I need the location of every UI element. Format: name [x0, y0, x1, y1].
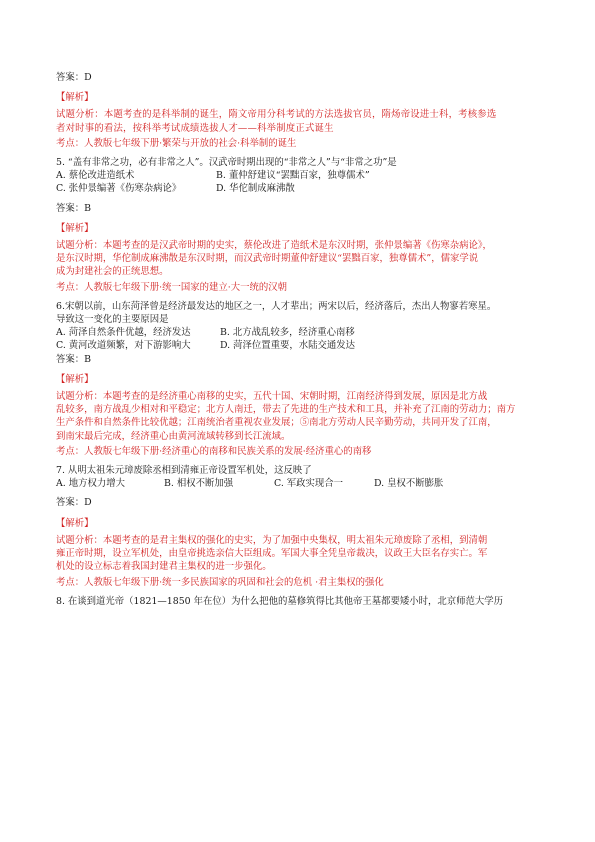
q5-option-d: D. 华佗制成麻沸散 [216, 183, 295, 195]
q5-analysis-line-3: 成为封建社会的正统思想。 [56, 266, 169, 278]
q6-section [56, 300, 547, 458]
q6-analysis-line-2: 乱较多，南方战乱少相对和平稳定；北方人南迁，带去了先进的生产技术和工具，并补充了江南的劳动力；南方 [56, 404, 516, 416]
q6-stem-line-2: 导致这一变化的主要原因是 [56, 314, 169, 326]
item4-section [56, 71, 547, 150]
q7-point: 考点：人教版七年级下册·统一多民族国家的巩固和社会的危机 ·君主集权的强化 [56, 576, 384, 588]
q7-analysis-line-3: 机处的设立标志着我国封建君主集权的进一步强化。 [56, 561, 272, 573]
q6-option-c: C. 黄河改道频繁，对下游影响大 [56, 340, 191, 352]
q5-analysis-line-1: 试题分析：本题考查的是汉武帝时期的史实，蔡伦改进了造纸术是东汉时期，张仲景编著《伤寒杂病论》， [56, 240, 492, 252]
q5-point: 考点：人教版七年级下册·统一国家的建立·大一统的汉朝 [56, 281, 287, 293]
q5-options-row-2 [56, 182, 547, 195]
q7-section [56, 464, 547, 589]
q7-option-a: A. 地方权力增大 [56, 478, 125, 490]
q8-stem: 8. 在谈到道光帝（1821—1850 年在位）为什么把他的墓修筑得比其他帝王墓都要矮小时，北京师范大学历 [56, 595, 504, 607]
q6-option-b: B. 北方战乱较多，经济重心南移 [220, 327, 355, 339]
q6-option-a: A. 菏泽自然条件优越，经济发达 [56, 327, 191, 339]
q6-options-row-1 [56, 326, 547, 339]
q7-answer: 答案：D [56, 497, 92, 509]
q5-answer: 答案：B [56, 202, 92, 214]
q5-analysis-line-2: 是东汉时期，华佗制成麻沸散是东汉时期，而汉武帝时期董仲舒建议“罢黜百家，独尊儒术”，儒家学说 [56, 253, 479, 265]
item4-analysis-tag: 【解析】 [56, 92, 94, 104]
q5-options-row-1 [56, 169, 547, 182]
q5-stem: 5. “盖有非常之功，必有非常之人”。汉武帝时期出现的“非常之人”与“非常之功”是 [56, 157, 397, 169]
q6-point: 考点：人教版七年级下册·经济重心的南移和民族关系的发展·经济重心的南移 [56, 445, 372, 457]
q7-options-row [56, 477, 547, 490]
q6-answer: 答案：B [56, 353, 92, 365]
q7-stem: 7. 从明太祖朱元璋废除丞相到清雍正帝设置军机处，这反映了 [56, 465, 312, 477]
q8-section [56, 595, 547, 608]
item4-point: 考点：人教版七年级下册·繁荣与开放的社会·科举制的诞生 [56, 137, 297, 149]
q5-analysis-tag: 【解析】 [56, 222, 94, 234]
q6-option-d: D. 菏泽位置重要，水陆交通发达 [220, 340, 356, 352]
q6-analysis-line-3: 生产条件和自然条件比较优越；江南统治者重视农业发展；⑤南北方劳动人民辛勤劳动，共同开发了江南， [56, 417, 497, 429]
q5-section [56, 156, 547, 294]
q7-analysis-line-1: 试题分析：本题考查的是君主集权的强化的史实，为了加强中央集权，明太祖朱元璋废除了丞相，到清朝 [56, 534, 488, 546]
q5-option-a: A. 蔡伦改进造纸术 [56, 170, 135, 182]
q6-analysis-tag: 【解析】 [56, 373, 94, 385]
q6-analysis-line-4: 到南宋最后完成，经济重心由黄河流域转移到长江流域。 [56, 430, 291, 442]
q7-analysis-line-2: 雍正帝时期，设立军机处，由皇帝挑选亲信大臣组成。军国大事全凭皇帝裁决，议政王大臣名存实亡。军 [56, 548, 488, 560]
q7-analysis-tag: 【解析】 [56, 517, 94, 529]
q7-option-d: D. 皇权不断膨胀 [374, 478, 444, 490]
q7-option-c: C. 军政实现合一 [274, 478, 344, 490]
item4-analysis-line-1: 试题分析：本题考查的是科举制的诞生，隋文帝用分科考试的方法选拔官员，隋炀帝设进士科，考核参选 [56, 109, 497, 121]
q7-option-b: B. 相权不断加强 [164, 478, 234, 490]
item4-analysis-line-2: 者对时事的看法，按科举考试成绩选拔人才——科举制度正式诞生 [56, 122, 334, 134]
q6-stem-line-1: 6.宋朝以前，山东菏泽曾是经济最发达的地区之一，人才辈出；两宋以后，经济落后，杰出人物寥若寒星。 [56, 300, 497, 312]
q6-analysis-line-1: 试题分析：本题考查的是经济重心南移的史实，五代十国、宋朝时期，江南经济得到发展，原因是北方战 [56, 391, 488, 403]
q5-option-c: C. 张仲景编著《伤寒杂病论》 [56, 183, 182, 195]
q6-options-row-2 [56, 339, 547, 352]
item4-answer: 答案：D [56, 72, 92, 83]
q5-option-b: B. 董仲舒建议“罢黜百家，独尊儒术” [216, 170, 370, 182]
